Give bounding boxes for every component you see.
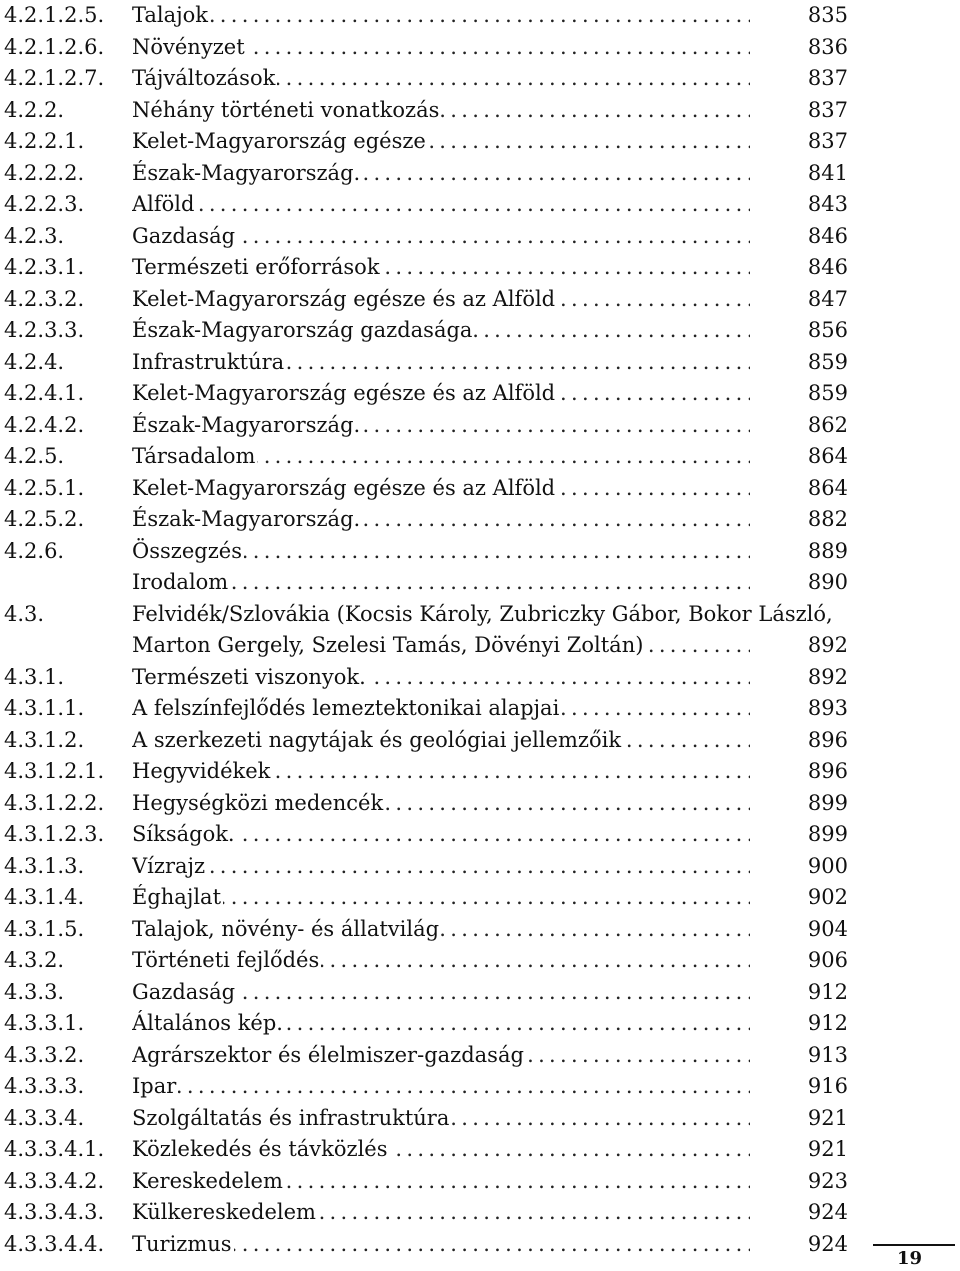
toc-entry	[0, 0, 850, 32]
toc-entry-page: 835	[798, 0, 848, 32]
toc-entry-page: 837	[798, 95, 848, 127]
toc-entry-number: 4.2.4.2.	[4, 412, 85, 437]
toc-entry-title: Természeti erőforrások	[132, 255, 380, 279]
toc-entry	[0, 630, 850, 662]
toc-entry-title: Észak-Magyarország.	[132, 412, 361, 437]
toc-entry-number: 4.3.3.3.	[4, 1074, 85, 1098]
toc-entry-page: 902	[798, 882, 848, 914]
toc-entry-page: 890	[798, 567, 848, 599]
toc-entry	[0, 1229, 850, 1261]
toc-entry-page: 864	[798, 441, 848, 473]
toc-entry-title: Kelet-Magyarország egésze	[132, 129, 426, 153]
toc-entry	[0, 158, 850, 190]
toc-entry-body	[132, 567, 850, 599]
toc-entry-page: 896	[798, 725, 848, 757]
toc-entry-number: 4.3.	[4, 601, 45, 626]
toc-entry-title: Észak-Magyarország.	[132, 160, 361, 185]
toc-entry-title: Gazdaság	[132, 223, 236, 248]
toc-entry	[0, 1008, 850, 1040]
toc-entry-title: A szerkezeti nagytájak és geológiai jellemzőik	[132, 727, 622, 752]
toc-entry-page: 913	[798, 1040, 848, 1072]
toc-entry	[0, 473, 850, 505]
toc-entry-body	[132, 788, 850, 820]
toc-entry-number: 4.2.2.2.	[4, 160, 85, 185]
toc-entry-number: 4.3.1.4.	[4, 885, 85, 909]
toc-entry-body	[132, 1040, 850, 1072]
toc-entry-number: 4.2.2.	[4, 97, 65, 122]
toc-entry-body	[132, 1197, 850, 1229]
toc-entry-page: 924	[798, 1229, 848, 1261]
toc-entry-body	[132, 1134, 850, 1166]
toc-entry-title: Alföld	[132, 192, 195, 216]
toc-entry-body	[132, 95, 850, 127]
toc-entry-page: 893	[798, 693, 848, 725]
toc-entry-body	[132, 1071, 850, 1103]
toc-entry-number: 4.3.3.1.	[4, 1011, 85, 1035]
toc-entry-body	[132, 315, 850, 347]
toc-entry-title: Néhány történeti vonatkozás	[132, 97, 440, 122]
toc-entry-body	[132, 1229, 850, 1261]
toc-entry	[0, 788, 850, 820]
toc-entry-title: Természeti viszonyok.	[132, 664, 366, 689]
toc-entry-body	[132, 851, 850, 883]
toc-entry	[0, 756, 850, 788]
toc-entry-page: 846	[798, 252, 848, 284]
toc-entry-body	[132, 347, 850, 379]
toc-entry-page: 859	[798, 347, 848, 379]
toc-entry-body	[132, 284, 850, 316]
toc-entry-page: 916	[798, 1071, 848, 1103]
toc-entry-title: Kereskedelem	[132, 1168, 283, 1193]
toc-entry-number: 4.3.1.2.2.	[4, 790, 105, 815]
toc-entry-page: 847	[798, 284, 848, 316]
toc-entry-body	[132, 914, 850, 946]
toc-entry-page: 912	[798, 977, 848, 1009]
toc-entry	[0, 1197, 850, 1229]
toc-entry-title: Társadalom	[132, 444, 256, 468]
toc-entry-number: 4.2.3.1.	[4, 255, 85, 279]
dot-leader	[132, 0, 750, 32]
toc-entry	[0, 567, 850, 599]
toc-entry-number: 4.3.3.4.4.	[4, 1231, 105, 1256]
toc-entry-title: A felszínfejlődés lemeztektonikai alapjai	[132, 696, 560, 720]
toc-entry-body	[132, 63, 850, 95]
toc-entry-body	[132, 126, 850, 158]
toc-entry-page: 900	[798, 851, 848, 883]
toc-entry-title: Hegységközi medencék	[132, 790, 384, 815]
toc-entry-body	[132, 1008, 850, 1040]
toc-entry-body	[132, 158, 850, 190]
toc-entry-body	[132, 599, 850, 631]
toc-entry-body	[132, 473, 850, 505]
toc-entry	[0, 189, 850, 221]
toc-entry-number: 4.3.1.3.	[4, 853, 85, 878]
toc-entry	[0, 945, 850, 977]
toc-entry-number: 4.3.1.2.3.	[4, 822, 105, 846]
toc-entry-page: 921	[798, 1134, 848, 1166]
toc-entry-page: 843	[798, 189, 848, 221]
toc-entry-body	[132, 252, 850, 284]
toc-entry	[0, 1103, 850, 1135]
toc-entry-title: Összegzés	[132, 538, 242, 563]
toc-entry-title: Éghajlat	[132, 885, 222, 909]
toc-entry-number: 4.3.1.5.	[4, 916, 85, 941]
toc-entry-page: 882	[798, 504, 848, 536]
toc-entry-body	[132, 189, 850, 221]
toc-entry-number: 4.2.1.2.7.	[4, 66, 105, 90]
toc-entry-number: 4.3.1.2.1.	[4, 759, 105, 783]
toc-entry-title: Kelet-Magyarország egésze és az Alföld	[132, 286, 556, 311]
toc-entry-body	[132, 32, 850, 64]
toc-entry	[0, 441, 850, 473]
toc-entry-page: 923	[798, 1166, 848, 1198]
toc-entry-number: 4.2.3.3.	[4, 318, 85, 342]
toc-entry-number: 4.2.4.	[4, 349, 65, 374]
toc-entry-number: 4.2.3.2.	[4, 286, 85, 311]
toc-entry-body	[132, 945, 850, 977]
toc-entry	[0, 1134, 850, 1166]
toc-entry-page: 889	[798, 536, 848, 568]
toc-entry	[0, 819, 850, 851]
toc-entry-body	[132, 725, 850, 757]
toc-entry-number: 4.3.3.4.3.	[4, 1200, 105, 1224]
toc-entry-title: Talajok	[132, 3, 209, 27]
toc-entry	[0, 315, 850, 347]
toc-entry-number: 4.3.3.4.	[4, 1105, 85, 1130]
toc-entry-number: 4.2.5.1.	[4, 475, 85, 500]
toc-entry-page: 906	[798, 945, 848, 977]
toc-entry-body	[132, 378, 850, 410]
toc-entry-page: 899	[798, 788, 848, 820]
toc-entry-number: 4.2.1.2.5.	[4, 3, 105, 27]
toc-entry-body	[132, 441, 850, 473]
toc-entry	[0, 1071, 850, 1103]
toc-entry-title: Talajok, növény- és állatvilág	[132, 916, 440, 941]
toc-entry	[0, 126, 850, 158]
toc-entry	[0, 725, 850, 757]
toc-entry-title: Síkságok.	[132, 822, 235, 846]
toc-entry-number: 4.2.1.2.6.	[4, 34, 105, 59]
toc-entry-number: 4.3.3.2.	[4, 1042, 85, 1067]
toc-entry-number: 4.3.1.2.	[4, 727, 85, 752]
toc-entry-number: 4.3.3.4.1.	[4, 1137, 105, 1161]
toc-entry-page: 892	[798, 662, 848, 694]
toc-entry-page: 921	[798, 1103, 848, 1135]
toc-entry	[0, 693, 850, 725]
toc-entry-title: Külkereskedelem	[132, 1200, 316, 1224]
toc-entry	[0, 851, 850, 883]
toc-entry	[0, 410, 850, 442]
toc-entry-number: 4.3.1.	[4, 664, 65, 689]
toc-entry-title: Hegyvidékek	[132, 759, 271, 783]
toc-entry-title: Marton Gergely, Szelesi Tamás, Dövényi Zoltán)	[132, 633, 644, 657]
toc-entry	[0, 378, 850, 410]
dot-leader	[132, 189, 750, 221]
toc-entry-number: 4.2.3.	[4, 223, 65, 248]
toc-entry-body	[132, 977, 850, 1009]
toc-entry-page: 856	[798, 315, 848, 347]
toc-entry-title: Történeti fejlődés	[132, 948, 320, 972]
toc-entry-title: Észak-Magyarország.	[132, 507, 361, 531]
toc-entry-body	[132, 536, 850, 568]
toc-entry-title: Felvidék/Szlovákia (Kocsis Károly, Zubriczky Gábor, Bokor László,	[132, 601, 833, 626]
toc-entry-body	[132, 1166, 850, 1198]
toc-entry	[0, 662, 850, 694]
footer-rule	[873, 1244, 955, 1246]
toc-entry-page: 841	[798, 158, 848, 190]
toc-entry-number: 4.2.6.	[4, 538, 65, 563]
toc-entry-title: Növényzet	[132, 34, 245, 59]
toc-entry-body	[132, 662, 850, 694]
toc-entry-body	[132, 410, 850, 442]
toc-entry-number: 4.2.4.1.	[4, 381, 85, 405]
toc-entry-page: 899	[798, 819, 848, 851]
toc-entry	[0, 252, 850, 284]
toc-entry-title: Irodalom	[132, 570, 229, 594]
toc-entry-body	[132, 819, 850, 851]
toc-entry-number: 4.2.5.	[4, 444, 65, 468]
toc-entry	[0, 95, 850, 127]
toc-entry-page: 904	[798, 914, 848, 946]
dot-leader	[132, 851, 750, 883]
toc-entry-page: 892	[798, 630, 848, 662]
toc-entry-page: 837	[798, 63, 848, 95]
toc-entry	[0, 977, 850, 1009]
toc-entry-title: Általános kép.	[132, 1011, 283, 1035]
toc-entry-number: 4.2.2.1.	[4, 129, 85, 153]
toc-entry-title: Vízrajz	[132, 853, 206, 878]
toc-entry-title: Tájváltozások	[132, 66, 276, 90]
toc-entry-page: 912	[798, 1008, 848, 1040]
toc-entry	[0, 284, 850, 316]
toc-entry	[0, 63, 850, 95]
toc-entry-number: 4.3.1.1.	[4, 696, 85, 720]
dot-leader	[132, 882, 750, 914]
toc-entry	[0, 1166, 850, 1198]
toc-entry-title: Agrárszektor és élelmiszer-gazdaság	[132, 1042, 524, 1067]
toc-entry	[0, 599, 850, 631]
toc-entry-title: Közlekedés és távközlés	[132, 1137, 388, 1161]
toc-entry	[0, 347, 850, 379]
toc-entry-title: Gazdaság	[132, 979, 236, 1004]
toc-entry-page: 836	[798, 32, 848, 64]
toc-entry	[0, 536, 850, 568]
toc-entry-title: Észak-Magyarország gazdasága	[132, 318, 473, 342]
toc-entry-title: Infrastruktúra	[132, 349, 285, 374]
toc-entry-number: 4.3.2.	[4, 948, 65, 972]
toc-entry-body	[132, 504, 850, 536]
toc-entry-body	[132, 630, 850, 662]
toc-entry-number: 4.3.3.4.2.	[4, 1168, 105, 1193]
toc-entry-page: 846	[798, 221, 848, 253]
toc-entry-body	[132, 693, 850, 725]
toc-entry-page: 862	[798, 410, 848, 442]
toc-entry-body	[132, 756, 850, 788]
toc-entry	[0, 882, 850, 914]
toc-entry-number: 4.3.3.	[4, 979, 65, 1004]
toc-entry-title: Turizmus	[132, 1231, 232, 1256]
toc-entry-page: 837	[798, 126, 848, 158]
dot-leader	[132, 1071, 750, 1103]
toc-entry-title: Szolgáltatás és infrastruktúra	[132, 1105, 450, 1130]
toc-entry-body	[132, 882, 850, 914]
toc-entry-number: 4.2.2.3.	[4, 192, 85, 216]
toc-entry-page: 924	[798, 1197, 848, 1229]
footer-page-number: 19	[897, 1248, 923, 1269]
toc-entry-title: Ipar	[132, 1074, 177, 1098]
toc-entry-body	[132, 0, 850, 32]
toc-entry-title: Kelet-Magyarország egésze és az Alföld	[132, 475, 556, 500]
toc-entry-page: 896	[798, 756, 848, 788]
toc-entry-number: 4.2.5.2.	[4, 507, 85, 531]
toc-entry-title: Kelet-Magyarország egésze és az Alföld	[132, 381, 556, 405]
toc-entry	[0, 504, 850, 536]
toc-entry-body	[132, 1103, 850, 1135]
toc-entry	[0, 221, 850, 253]
toc-entry	[0, 1040, 850, 1072]
toc-entry-page: 859	[798, 378, 848, 410]
toc-entry	[0, 32, 850, 64]
toc-entry-body	[132, 221, 850, 253]
toc-entry-page: 864	[798, 473, 848, 505]
toc-entry	[0, 914, 850, 946]
